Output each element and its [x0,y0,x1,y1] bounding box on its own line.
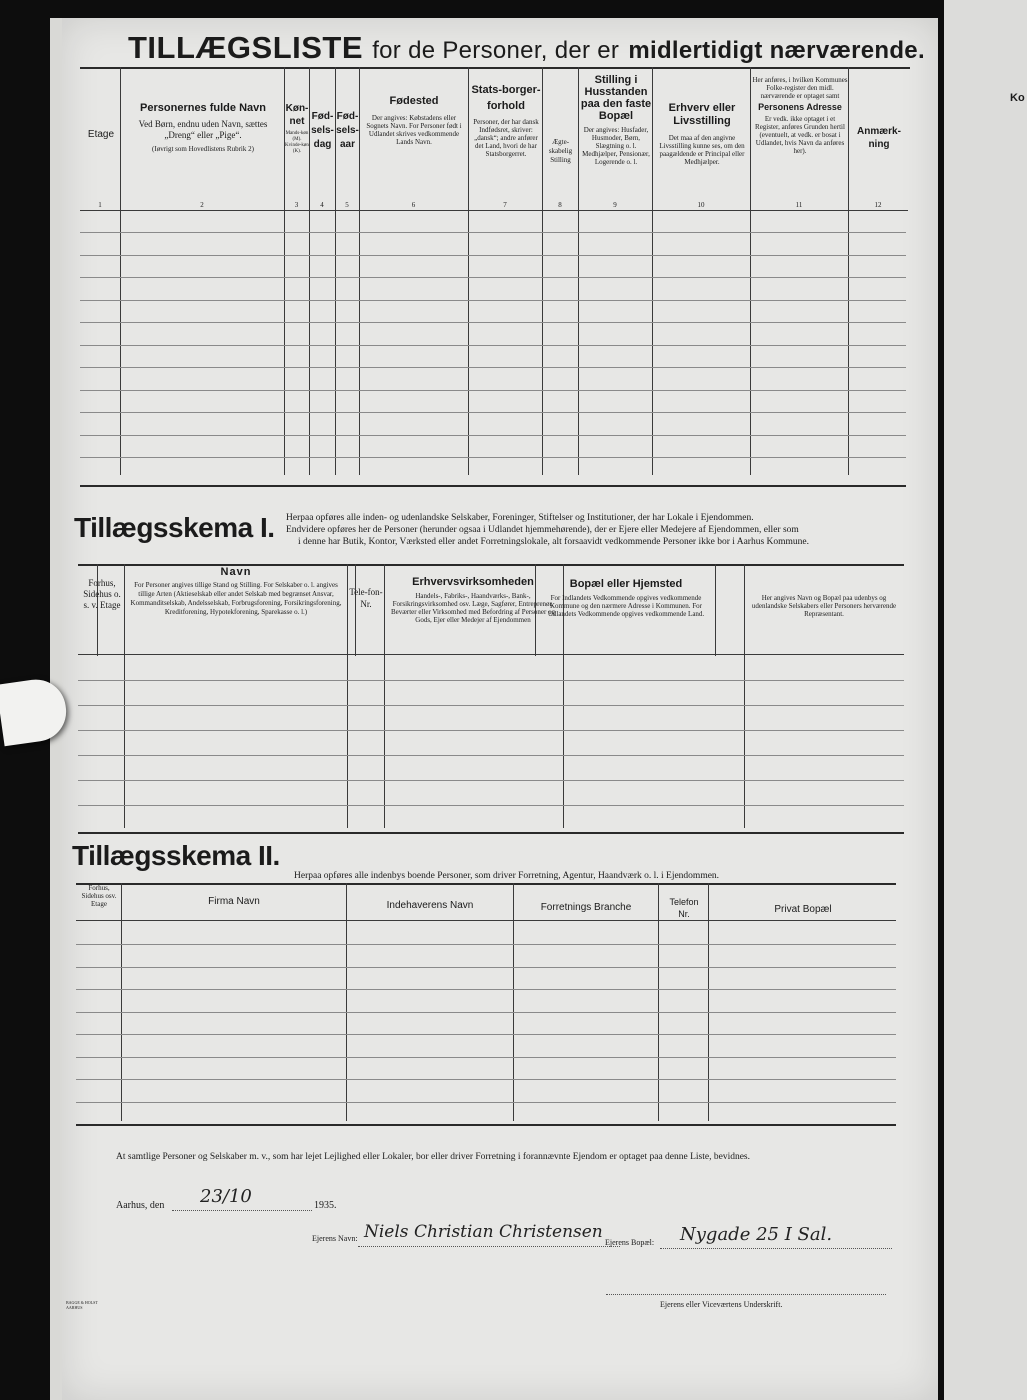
s2-col-private-address: Privat Bopæl [774,904,832,915]
s1-col-phone: Tele-fon-Nr. [349,587,383,609]
owner-name-label: Ejerens Navn: [312,1234,358,1243]
year: 1935. [314,1200,337,1211]
col-occupation: Erhverv eller Livsstilling Det maa af den angivne Livsstilling kunne ses, om den paagældende er Principal eller Medhjælper. [659,102,745,166]
s1-col-business: Erhvervsvirksomheden Handels-, Fabriks-, Haandværks-, Bank-, Forsikringsvirksomhed osv. Læge, Sagfører, Entreprenør, Beværter eller Virksomhed med Befordring af Personer og Gods, Ejer eller Medejer af Ejendommen [390,576,556,624]
table-row [80,255,906,256]
col-num: 5 [345,201,349,209]
table-row [78,680,904,681]
col-num: 12 [874,201,882,209]
col-name: Personernes fulde Navn Ved Børn, endnu uden Navn, sættes „Dreng“ eller „Pige“. (Iøvrigt som Hovedlistens Rubrik 2) [138,102,268,153]
col-gender: Køn-net Mands-køn (M). Kvinde-køn (K). [285,103,309,154]
col-num: 6 [411,201,416,209]
table-row [80,277,906,278]
col-household: Stilling i Husstanden paa den faste Bopæl Der angives: Husfader, Husmoder, Børn, Slægtning o. l. Medhjælper, Pensionær, Logerende o. l. [580,74,652,166]
printer-mark: BAGGE & HOLST AARHUS [66,1300,98,1310]
table-row [78,730,904,731]
table-row [80,345,906,346]
table-row [76,1012,896,1013]
table-row [78,780,904,781]
s2-col-phone: Telefon Nr. [669,897,699,919]
table-row [80,435,906,436]
table-row [80,232,906,233]
col-num: 11 [795,201,803,209]
table-row [76,989,896,990]
supplement-title: TILLÆGSLISTE for de Personer, der er midlertidigt nærværende. [128,30,925,65]
col-num: 9 [613,201,617,209]
col-citizenship: Stats-borger-forhold Personer, der har dansk Indfødsret, skriver: „dansk“; andre anfører det Land, hvori de har Statsborgerret. [471,84,541,158]
col-num: 3 [294,201,299,209]
facing-page-fragment: Ko [1010,92,1025,104]
table-row [76,1079,896,1080]
table-row [76,1034,896,1035]
table-row [80,322,906,323]
table-row [78,805,904,806]
schema2-description: Herpaa opføres alle indenbys boende Personer, som driver Forretning, Agentur, Haandværk o. l. i Ejendommen. [294,871,720,881]
schema2-title: Tillægsskema II. [72,840,280,871]
s1-col-name: Navn For Personer angives tillige Stand og Stilling. For Selskaber o. l. angives tillige Arten (Aktieselskab eller andet Selskab med begrænset Ansvar, Kommanditselskab, Andelsselskab, Forbrugsforening, Forsikringsforening, Kreditforening, Hypotekforening, Sparekasse o. l.) [130,566,342,616]
col-num: 1 [98,201,102,209]
col-num: 8 [558,201,562,209]
s1-col-representative: Her angives Navn og Bopæl paa udenbys og udenlandske Selskabers eller Personers herværende Repræsentant. [751,594,897,618]
table-row [76,944,896,945]
s1-col-residence: Bopæl eller Hjemsted For Indlandets Vedkommende opgives vedkommende Kommune og den nærmere Adresse i Kommunen. For Udlandets Vedkommende opgives vedkommende Land. [547,578,705,618]
s1-col-etage: Forhus, Sidehus o. s. v. Etage [83,578,121,610]
col-address: Her anføres, i hvilken Kommunes Folke-register den midl. nærværende er optaget samt Personens Adresse Er vedk. ikke optaget i et Register, anføres Grunden hertil (eventuelt, at vedk. er bosat i Udlandet, hvis Navn da anføres her). [752,76,848,155]
col-num: 4 [320,201,324,209]
table-row [78,705,904,706]
date-place: Aarhus, den [116,1200,165,1211]
col-birthplace: Fødested Der angives: Købstadens eller Sognets Navn. For Personer født i Udlandet skrives vedkommende Lands Navn. [366,95,462,146]
col-remarks: Anmærk-ning [857,126,901,150]
table-row [80,457,906,458]
owner-address-label: Ejerens Bopæl: [605,1238,655,1247]
col-birthyear: Fød-sels-aar [336,111,359,150]
col-num: 7 [503,201,507,209]
table-row [80,367,906,368]
schema1-description: Herpaa opføres alle inden- og udenlandske Selskaber, Foreninger, Stiftelser og Institutioner, der har Lokale i Ejendommen. Endvidere opføres her de Personer (herunder ogsaa i Udlandet hjemmehørende), der er Ejere eller Medejere af Ejendommen, eller som i denne har Butik, Kontor, Værksted eller andet Forretningslokale, alt forsaavidt vedkommende Personer ikke bor i Aarhus Kommune. [286,513,810,547]
table-row [76,1057,896,1058]
schema1-title: Tillægsskema I. [74,512,275,543]
signature-label: Ejerens eller Viceværtens Underskrift. [660,1300,783,1309]
attestation-text: At samtlige Personer og Selskaber m. v., som har lejet Lejlighed eller Lokaler, bor eller driver Forretning i forannævnte Ejendom er optaget paa denne Liste, bevidnes. [116,1152,750,1162]
handwritten-date: 23/10 [200,1186,252,1207]
table-row [76,967,896,968]
s2-col-branch: Forretnings Branche [540,902,632,913]
table-row [76,1102,896,1103]
table-row [80,300,906,301]
table-row [80,412,906,413]
form-sheet [62,18,938,1400]
handwritten-owner-address: Nygade 25 I Sal. [680,1224,833,1245]
s2-col-etage: Forhus, Sidehus osv. Etage [81,884,117,908]
col-num: 2 [200,201,204,209]
col-etage: Etage [87,129,115,140]
facing-page [944,0,1027,1400]
s2-col-firm: Firma Navn [208,896,260,907]
col-birthday: Fød-sels-dag [311,111,334,150]
col-num: 10 [697,201,705,209]
table-row [80,390,906,391]
s2-col-owner: Indehaverens Navn [386,900,474,911]
col-marital: Ægte-skabelig Stilling [548,138,573,164]
handwritten-owner-name: Niels Christian Christensen [364,1222,603,1242]
table-row [78,755,904,756]
